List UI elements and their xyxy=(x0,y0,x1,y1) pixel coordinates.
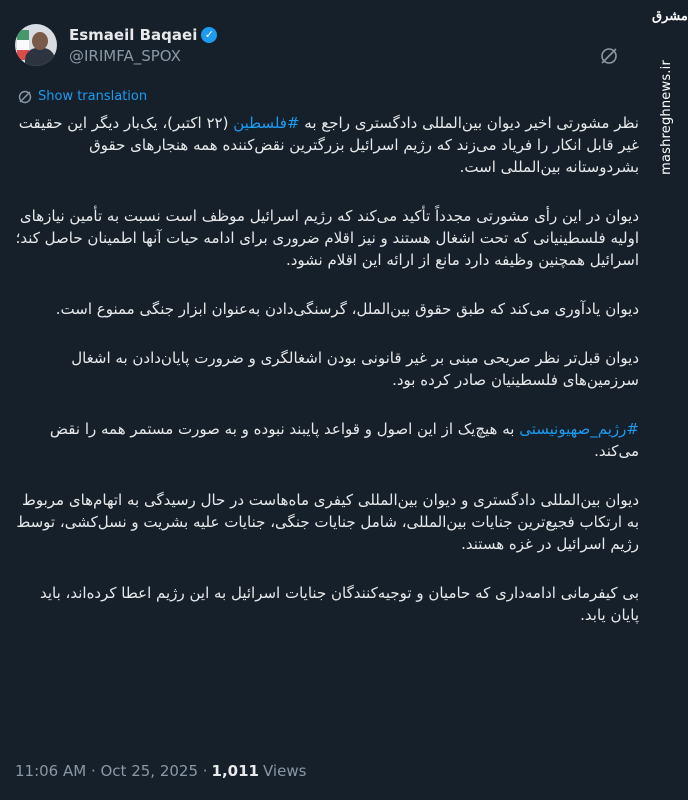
site-logo: مشرق xyxy=(652,9,688,24)
show-translation-link[interactable] xyxy=(18,89,147,104)
tweet-paragraph-2: دیوان در این رأی مشورتی مجدداً تأکید می‌کند که رژیم اسرائیل موظف است نسبت به تأمین نیازهای اولیه فلسطینیانی که تحت اشغال هستند و نیز اقلام ضروری برای ادامه حیات آنها اطمینان حاصل کند؛ اسرائیل همچنین وظیفه دارد مانع از ارائه این اقلام نشود. xyxy=(15,207,639,269)
avatar-head xyxy=(32,32,48,50)
watermark-sidebar xyxy=(644,0,688,800)
avatar[interactable] xyxy=(15,24,57,66)
author-name[interactable]: Esmaeil Baqaei xyxy=(69,26,198,44)
paragraph-text: نظر مشورتی اخیر دیوان بین‌المللی دادگستری راجع به xyxy=(299,114,639,132)
name-row xyxy=(69,26,217,44)
timestamp[interactable]: 11:06 AM · Oct 25, 2025 · xyxy=(15,762,208,780)
author-handle[interactable]: @IRIMFA_SPOX xyxy=(69,47,181,65)
verified-badge-icon: ✓ xyxy=(201,27,217,43)
tweet-paragraph-3: دیوان یادآوری می‌کند که طبق حقوق بین‌الملل، گرسنگی‌دادن به‌عنوان ابزار جنگی ممنوع است. xyxy=(55,300,639,318)
hashtag-link[interactable]: #فلسطین xyxy=(233,114,300,132)
tweet-meta xyxy=(15,762,306,780)
views-count: 1,011 xyxy=(211,762,259,780)
hashtag-link[interactable]: #رژیم_صهیونیستی xyxy=(519,420,639,438)
tweet-paragraph-6: دیوان بین‌المللی دادگستری و دیوان بین‌المللی کیفری ماه‌هاست در حال رسیدگی به اتهام‌های مربوط به ارتکاب فجیع‌ترین جنایات بین‌المللی، شامل جنایات جنگی، جنایات علیه بشریت و نسل‌کشی، توسط رژیم اسرائیل در غزه هستند. xyxy=(16,491,639,553)
tweet-paragraph-5 xyxy=(15,418,639,462)
tweet-text xyxy=(15,112,639,653)
show-translation-label[interactable]: Show translation xyxy=(38,89,148,104)
tweet-paragraph-4: دیوان قبل‌تر نظر صریحی مبنی بر غیر قانونی بودن اشغالگری و ضرورت پایان‌دادن به اشغال سرزمین‌های فلسطینیان صادر کرده بود. xyxy=(71,349,639,389)
tweet-header xyxy=(15,20,575,76)
paragraph-text: (۲۲ اکتبر)، یک‌بار دیگر این حقیقت غیر قابل انکار را فریاد می‌زند که رژیم اسرائیل بزرگترین نقض‌کننده همه هنجارهای حقوق بشردوستانه بین‌المللی است. xyxy=(18,114,639,176)
translate-icon xyxy=(18,90,32,104)
tweet-paragraph-1 xyxy=(15,112,639,178)
avatar-body xyxy=(25,48,55,66)
paragraph-text: به هیچ‌یک از این اصول و قواعد پایبند نبوده و به صورت مستمر همه را نقض می‌کند. xyxy=(49,420,639,460)
views-label: Views xyxy=(263,762,307,780)
site-url: mashreghnews.ir xyxy=(659,60,674,175)
tweet-paragraph-7: بی کیفرمانی ادامه‌داری که حامیان و توجیه‌کنندگان جنایات اسرائیل به این رژیم اعطا کرده‌اند، باید پایان یابد. xyxy=(39,584,639,624)
grok-icon[interactable] xyxy=(599,46,619,66)
